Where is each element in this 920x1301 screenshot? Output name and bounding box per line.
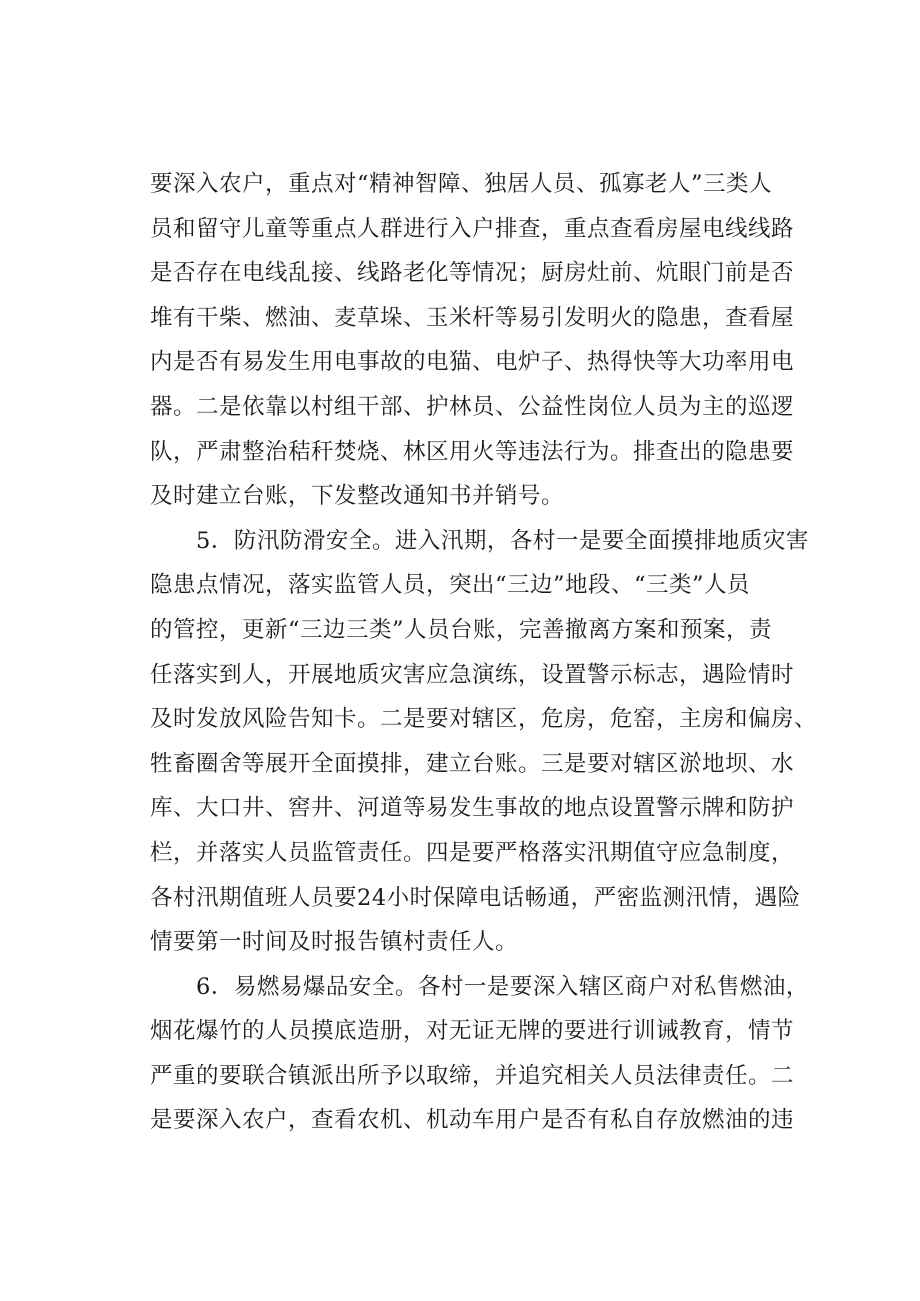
text-line: 器。二是依靠以村组干部、护林员、公益性岗位人员为主的巡逻 <box>150 393 795 420</box>
text-line: 堆有干柴、燃油、麦草垛、玉米杆等易引发明火的隐患，查看屋 <box>150 304 795 331</box>
text-line: 任落实到人，开展地质灾害应急演练，设置警示标志，遇险情时 <box>150 661 795 688</box>
text-line: 队，严肃整治秸秆焚烧、林区用火等违法行为。排查出的隐患要 <box>150 438 795 465</box>
text-line: 的管控，更新“三边三类”人员台账，完善撤离方案和预案，责 <box>150 616 773 643</box>
text-line: 严重的要联合镇派出所予以取缔，并追究相关人员法律责任。二 <box>150 1062 795 1089</box>
text-line: 牲畜圈舍等展开全面摸排，建立台账。三是要对辖区淤地坝、水 <box>150 750 795 777</box>
paragraph-start-line: 6．易燃易爆品安全。各村一是要深入辖区商户对私售燃油， <box>196 973 809 1000</box>
text-line: 隐患点情况，落实监管人员，突出“三边”地段、“三类”人员 <box>150 572 751 599</box>
text-line: 情要第一时间及时报告镇村责任人。 <box>150 929 519 956</box>
text-line: 要深入农户，重点对“精神智障、独居人员、孤寡老人”三类人 <box>150 171 773 197</box>
paragraph-start-line: 5．防汛防滑安全。进入汛期，各村一是要全面摸排地质灾害 <box>196 527 809 554</box>
text-line: 及时建立台账，下发整改通知书并销号。 <box>150 483 565 510</box>
text-line: 各村汛期值班人员要24小时保障电话畅通，严密监测汛情，遇险 <box>150 884 801 911</box>
text-line: 员和留守儿童等重点人群进行入户排查，重点查看房屋电线线路 <box>150 215 795 242</box>
text-line: 是要深入农户，查看农机、机动车用户是否有私自存放燃油的违 <box>150 1107 795 1134</box>
text-line: 栏，并落实人员监管责任。四是要严格落实汛期值守应急制度， <box>150 839 795 866</box>
text-line: 是否存在电线乱接、线路老化等情况；厨房灶前、炕眼门前是否 <box>150 260 795 287</box>
text-line: 内是否有易发生用电事故的电猫、电炉子、热得快等大功率用电 <box>150 349 795 376</box>
text-line: 库、大口井、窖井、河道等易发生事故的地点设置警示牌和防护 <box>150 795 795 822</box>
text-line: 烟花爆竹的人员摸底造册，对无证无牌的要进行训诫教育，情节 <box>150 1018 795 1045</box>
document-body <box>150 162 818 1143</box>
text-line: 及时发放风险告知卡。二是要对辖区，危房，危窑，主房和偏房、 <box>150 706 818 733</box>
